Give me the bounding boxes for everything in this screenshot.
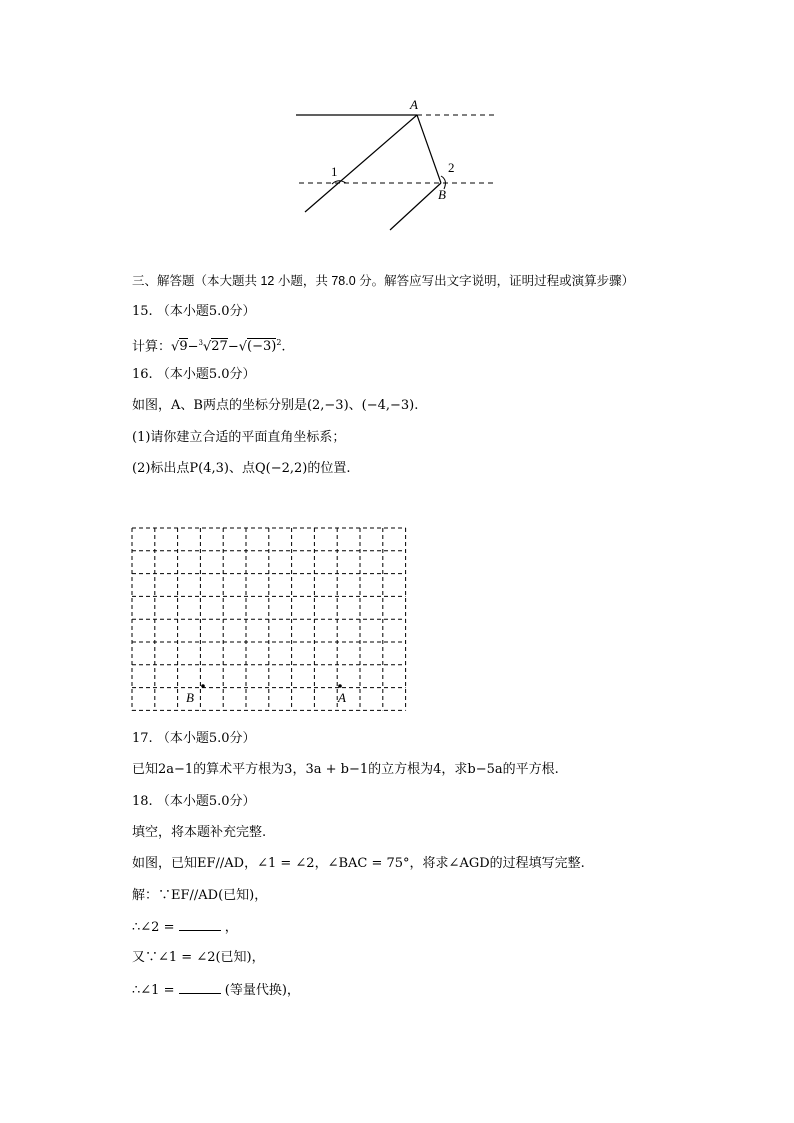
q16-stem: 如图，A、B两点的坐标分别是(2,−3)、(−4,−3). [132,398,419,413]
answer-blank-1[interactable] [179,918,221,931]
label-A: A [410,97,418,112]
q16-part2: (2)标出点P(4,3)、点Q(−2,2)的位置. [132,461,351,476]
q15-header [132,303,256,321]
line-B-down [390,183,441,230]
radicand-3: (−3) [247,339,277,355]
q18-line4-prefix: ∴∠1 = [132,983,175,998]
q16-header [132,366,256,384]
q15-number: 15. [132,304,153,319]
q16-part1: (1)请你建立合适的平面直角坐标系； [132,430,346,445]
q18-line2-suffix: ， [224,920,238,935]
q15-expression [132,334,286,356]
coordinate-grid [128,524,413,714]
sqrt-sign: √ [202,339,212,355]
label-B: B [438,187,446,202]
radicand-1: 9 [179,339,188,355]
q18-intro: 填空，将本题补充完整. [132,825,267,840]
q18-solution-line3: 又∵∠1 = ∠2(已知)， [132,950,265,965]
section-heading: 三、解答题（本大题共 12 小题，共 78.0 分。解答应写出文字说明，证明过程或演算步骤） [132,274,635,288]
q18-line4-suffix: (等量代换)， [224,983,300,998]
sqrt-sign: √ [171,339,180,355]
q18-score: （本小题5.0分） [156,794,256,809]
q15-score: （本小题5.0分） [156,304,256,319]
minus-sign: − [187,339,199,355]
q18-solution-line1: 解：∵EF//AD(已知)， [132,888,268,903]
minus-sign: − [227,339,239,355]
q18-solution-line4 [132,981,300,1000]
line-AB [417,115,441,183]
geometry-figure-top [290,92,505,237]
grid-lines [132,528,406,710]
q17-header [132,730,256,748]
point-B [201,684,205,688]
grid-label-B: B [186,690,194,705]
label-angle-2: 2 [448,160,455,175]
answer-blank-2[interactable] [179,981,221,994]
exponent: 2 [276,338,282,347]
q18-header [132,793,256,811]
cube-root-index: 3 [198,339,203,347]
q18-number: 18. [132,794,153,809]
q17-text: 已知2a−1的算术平方根为3，3a + b−1的立方根为4，求b−5a的平方根. [132,762,559,777]
q16-number: 16. [132,367,153,382]
period: . [281,339,286,355]
q18-line2-prefix: ∴∠2 = [132,920,175,935]
point-A [338,684,342,688]
q17-score: （本小题5.0分） [156,731,256,746]
q18-solution-line2 [132,918,238,937]
sqrt-sign: √ [238,339,248,355]
grid-label-A: A [338,690,346,705]
q17-number: 17. [132,731,153,746]
q16-score: （本小题5.0分） [156,367,256,382]
line-A-left [305,115,417,212]
label-angle-1: 1 [331,164,338,179]
radicand-2: 27 [211,339,228,355]
q18-stem: 如图，已知EF//AD，∠1 = ∠2，∠BAC = 75°，将求∠AGD的过程填写完整. [132,856,585,871]
q15-calc-label: 计算： [132,339,172,355]
